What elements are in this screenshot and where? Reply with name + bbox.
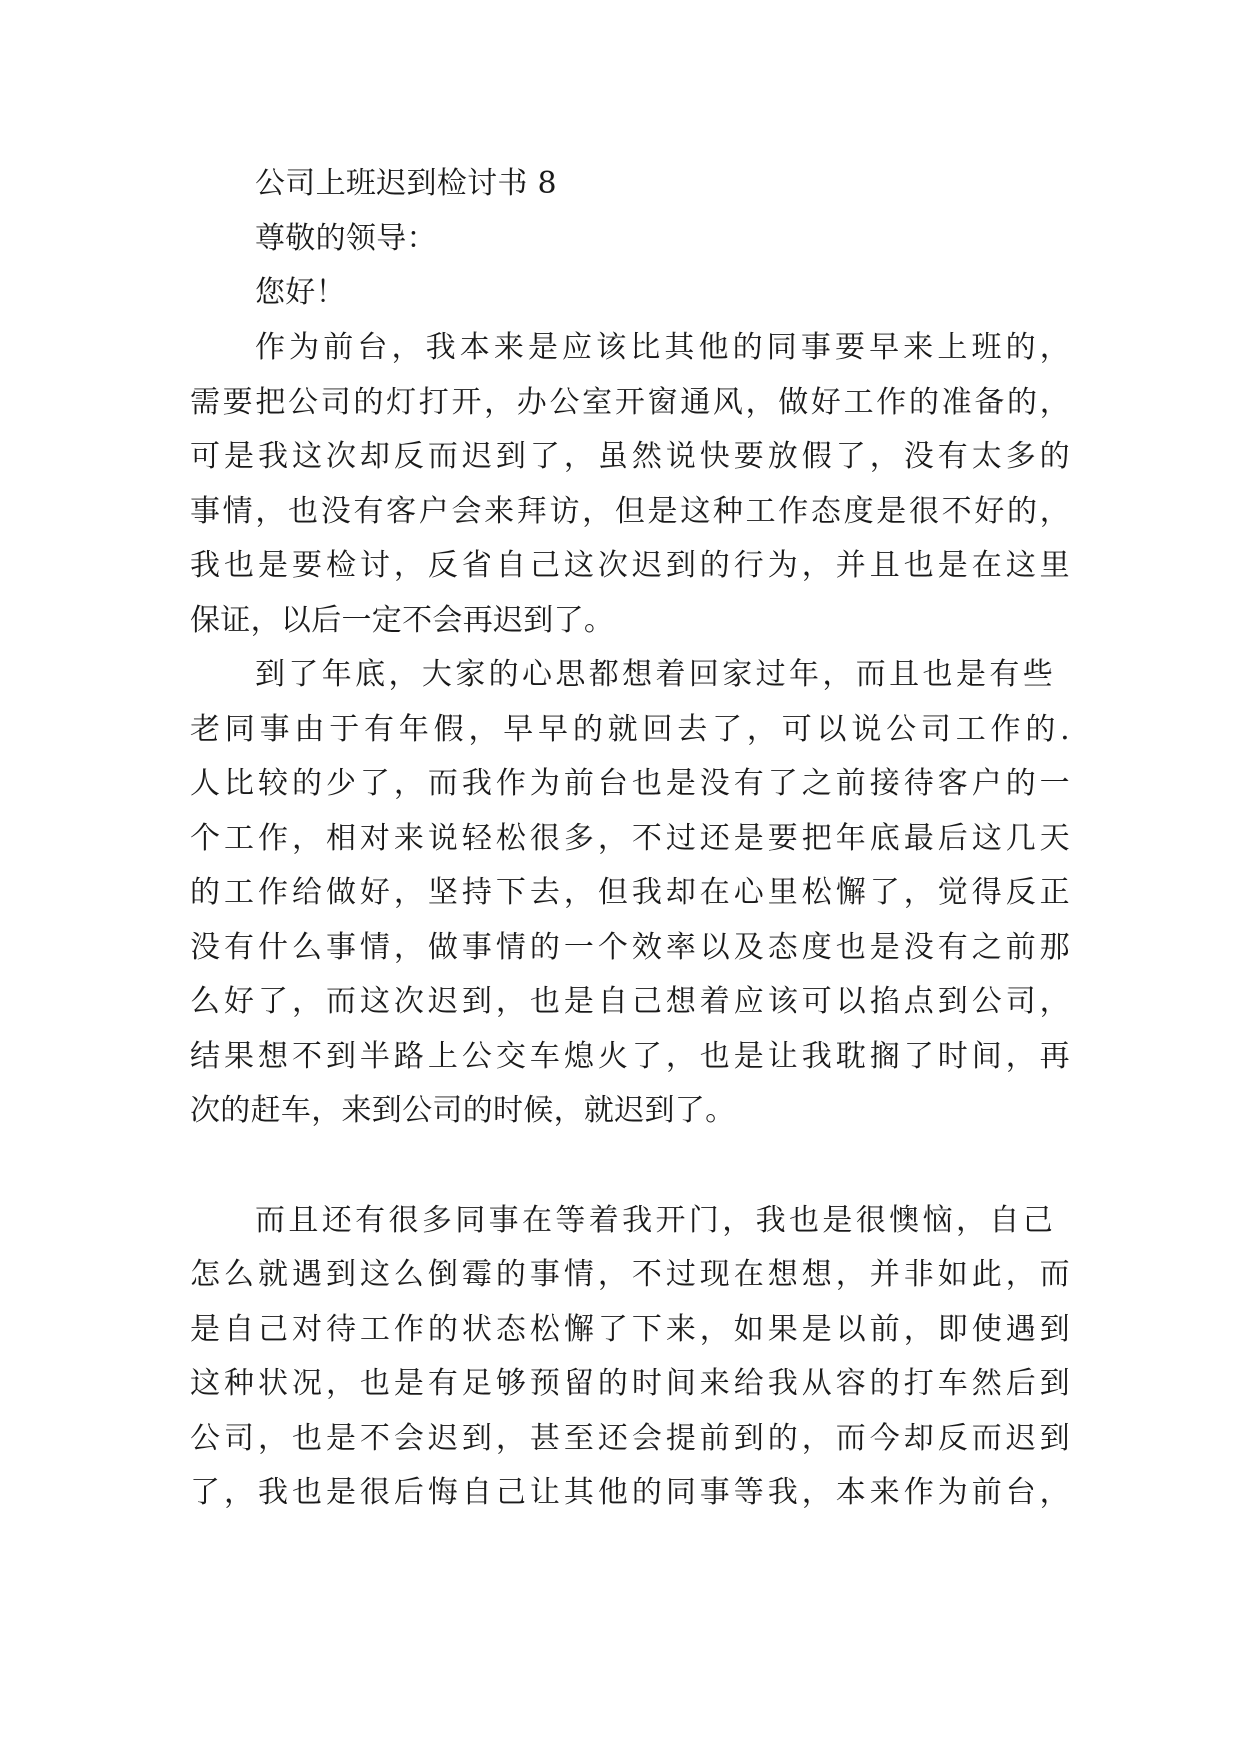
body-line: 没有什么事情，做事情的一个效率以及态度也是没有之前那 <box>190 930 1070 965</box>
body-line: 这种状况，也是有足够预留的时间来给我从容的打车然后到 <box>190 1366 1070 1401</box>
body-line: 怎么就遇到这么倒霉的事情，不过现在想想，并非如此，而 <box>190 1257 1070 1292</box>
body-line: 而且还有很多同事在等着我开门，我也是很懊恼，自己 <box>255 1203 1053 1238</box>
body-line: 结果想不到半路上公交车熄火了，也是让我耽搁了时间，再 <box>190 1039 1070 1074</box>
body-line: 么好了，而这次迟到，也是自己想着应该可以掐点到公司， <box>190 984 1070 1019</box>
body-line: 公司，也是不会迟到，甚至还会提前到的，而今却反而迟到 <box>190 1421 1070 1456</box>
body-line: 保证，以后一定不会再迟到了。 <box>190 603 615 638</box>
body-line: 老同事由于有年假，早早的就回去了，可以说公司工作的. <box>190 712 1070 747</box>
body-line: 个工作，相对来说轻松很多，不过还是要把年底最后这几天 <box>190 821 1070 856</box>
body-line: 作为前台，我本来是应该比其他的同事要早来上班的， <box>255 330 1070 365</box>
body-line: 人比较的少了，而我作为前台也是没有了之前接待客户的一 <box>190 766 1070 801</box>
body-line: 次的赶车，来到公司的时候，就迟到了。 <box>190 1093 736 1128</box>
body-line: 到了年底，大家的心思都想着回家过年，而且也是有些 <box>255 657 1053 692</box>
salutation: 尊敬的领导： <box>255 221 437 256</box>
body-line: 的工作给做好，坚持下去，但我却在心里松懈了，觉得反正 <box>190 875 1070 910</box>
body-line: 了，我也是很后悔自己让其他的同事等我，本来作为前台， <box>190 1475 1070 1510</box>
body-line: 是自己对待工作的状态松懈了下来，如果是以前，即使遇到 <box>190 1312 1070 1347</box>
body-line: 可是我这次却反而迟到了，虽然说快要放假了，没有太多的 <box>190 439 1070 474</box>
body-line: 我也是要检讨，反省自己这次迟到的行为，并且也是在这里 <box>190 548 1070 583</box>
greeting: 您好！ <box>255 275 346 310</box>
body-line: 事情，也没有客户会来拜访，但是这种工作态度是很不好的， <box>190 494 1070 529</box>
document-title: 公司上班迟到检讨书 8 <box>255 166 557 201</box>
body-line: 需要把公司的灯打开，办公室开窗通风，做好工作的准备的， <box>190 385 1070 420</box>
